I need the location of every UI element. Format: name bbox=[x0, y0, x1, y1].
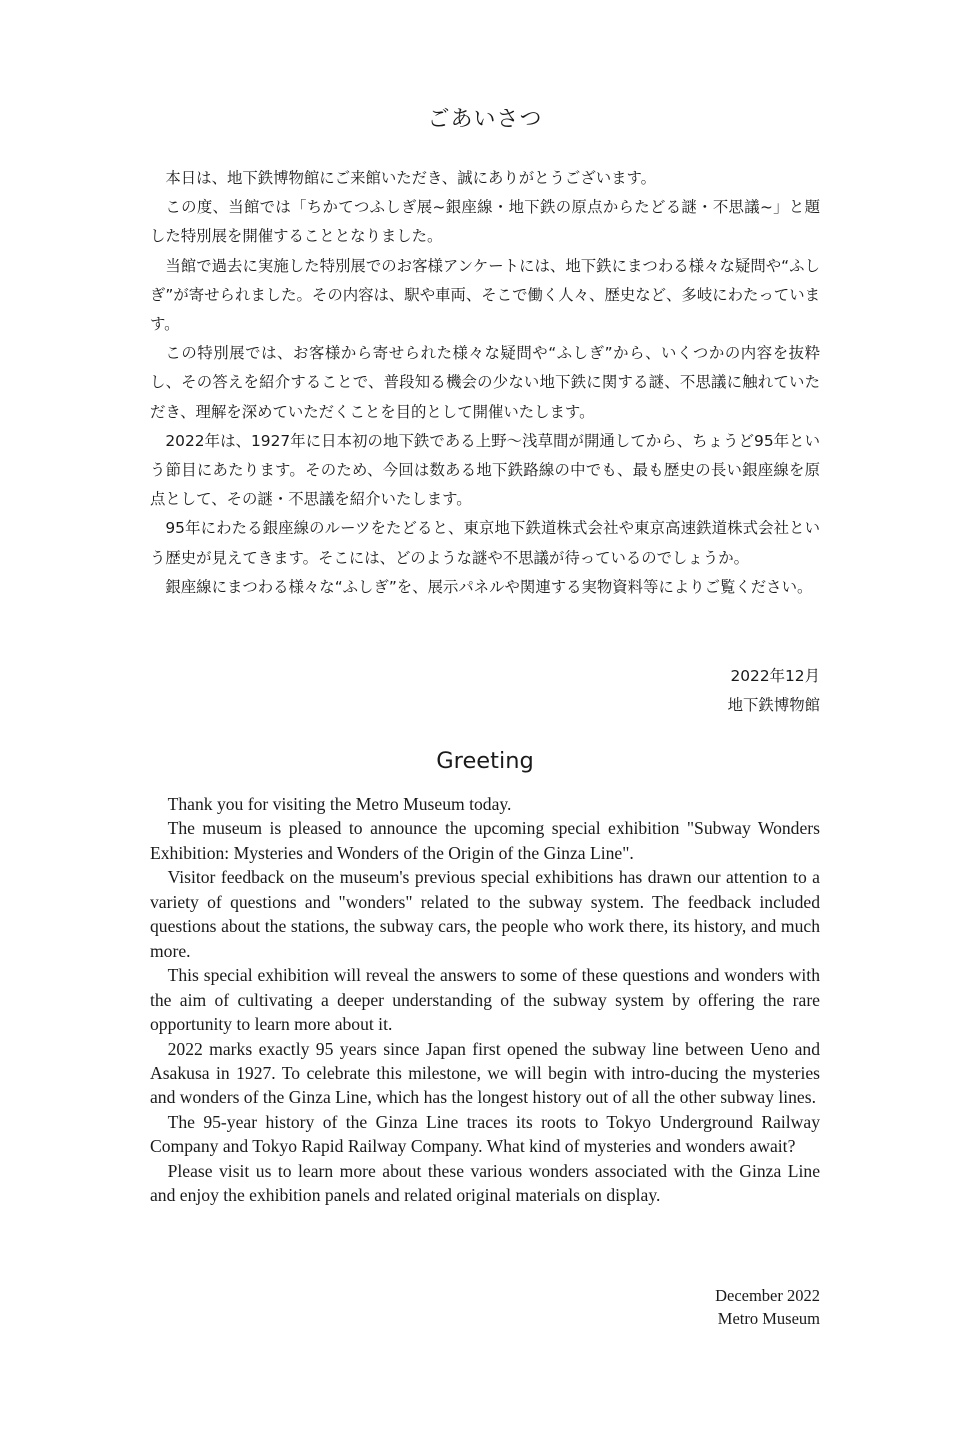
english-paragraph: The museum is pleased to announce the upcoming special exhibition "Subway Wonders Exhibition: Mysteries and Wonders of the Origin of the Ginza Line". bbox=[150, 818, 820, 863]
english-body bbox=[150, 792, 820, 1208]
japanese-organization: 地下鉄博物館 bbox=[727, 696, 820, 715]
japanese-paragraph: 2022年は、1927年に日本初の地下鉄である上野～浅草間が開通してから、ちょうど95年という節目にあたります。そのため、今回は数ある地下鉄路線の中でも、最も歴史の長い銀座線を原点として、その謎・不思議を紹介いたします。 bbox=[150, 431, 820, 509]
japanese-paragraph: 95年にわたる銀座線のルーツをたどると、東京地下鉄道株式会社や東京高速鉄道株式会社という歴史が見えてきます。そこには、どのような謎や不思議が待っているのでしょうか。 bbox=[150, 519, 820, 567]
english-paragraph: Thank you for visiting the Metro Museum today. bbox=[167, 794, 512, 814]
english-organization: Metro Museum bbox=[717, 1309, 820, 1328]
japanese-title: ごあいさつ bbox=[427, 107, 543, 132]
english-title: Greeting bbox=[436, 748, 534, 774]
japanese-paragraph: この特別展では、お客様から寄せられた様々な疑問や“ふしぎ”から、いくつかの内容を抜粋し、その答えを紹介することで、普段知る機会の少ない地下鉄に関する謎、不思議に触れていただき、理解を深めていただくことを目的として開催いたします。 bbox=[150, 344, 820, 421]
japanese-signature bbox=[728, 662, 820, 720]
japanese-body bbox=[150, 164, 820, 602]
japanese-paragraph: 銀座線にまつわる様々な“ふしぎ”を、展示パネルや関連する実物資料等によりご覧ください。 bbox=[165, 577, 813, 596]
japanese-paragraph: この度、当館では「ちかてつふしぎ展~銀座線・地下鉄の原点からたどる謎・不思議~」と題した特別展を開催することとなりました。 bbox=[150, 198, 820, 246]
english-paragraph: Visitor feedback on the museum's previous special exhibitions has drawn our attention to a variety of questions and "wonders" related to the subway system. The feedback included questions about the stations, the subway cars, the people who work there, its history, and much more. bbox=[150, 867, 820, 961]
english-paragraph: Please visit us to learn more about these various wonders associated with the Ginza Line and enjoy the exhibition panels and related original materials on display. bbox=[150, 1160, 820, 1206]
japanese-paragraph: 本日は、地下鉄博物館にご来館いただき、誠にありがとうございます。 bbox=[165, 169, 657, 187]
english-paragraph: The 95-year history of the Ginza Line traces its roots to Tokyo Underground Railway Company and Tokyo Rapid Railway Company. What kind of mysteries and wonders await? bbox=[150, 1111, 820, 1157]
english-paragraph: 2022 marks exactly 95 years since Japan first opened the subway line between Ueno and Asakusa in 1927. To celebrate this milestone, we will begin with intro-ducing the mysteries and wonders of the Ginza Line, which has the longest history out of all the other subway lines. bbox=[150, 1038, 820, 1108]
english-signature bbox=[715, 1284, 820, 1330]
japanese-paragraph: 当館で過去に実施した特別展でのお客様アンケートには、地下鉄にまつわる様々な疑問や“ふしぎ”が寄せられました。その内容は、駅や車両、そこで働く人々、歴史など、多岐にわたっています。 bbox=[150, 256, 820, 334]
english-paragraph: This special exhibition will reveal the answers to some of these questions and wonders with the aim of cultivating a deeper understanding of the subway system by offering the rare opportunity to learn more about it. bbox=[150, 965, 820, 1035]
japanese-date: 2022年12月 bbox=[730, 667, 820, 685]
english-date: December 2022 bbox=[715, 1286, 820, 1305]
